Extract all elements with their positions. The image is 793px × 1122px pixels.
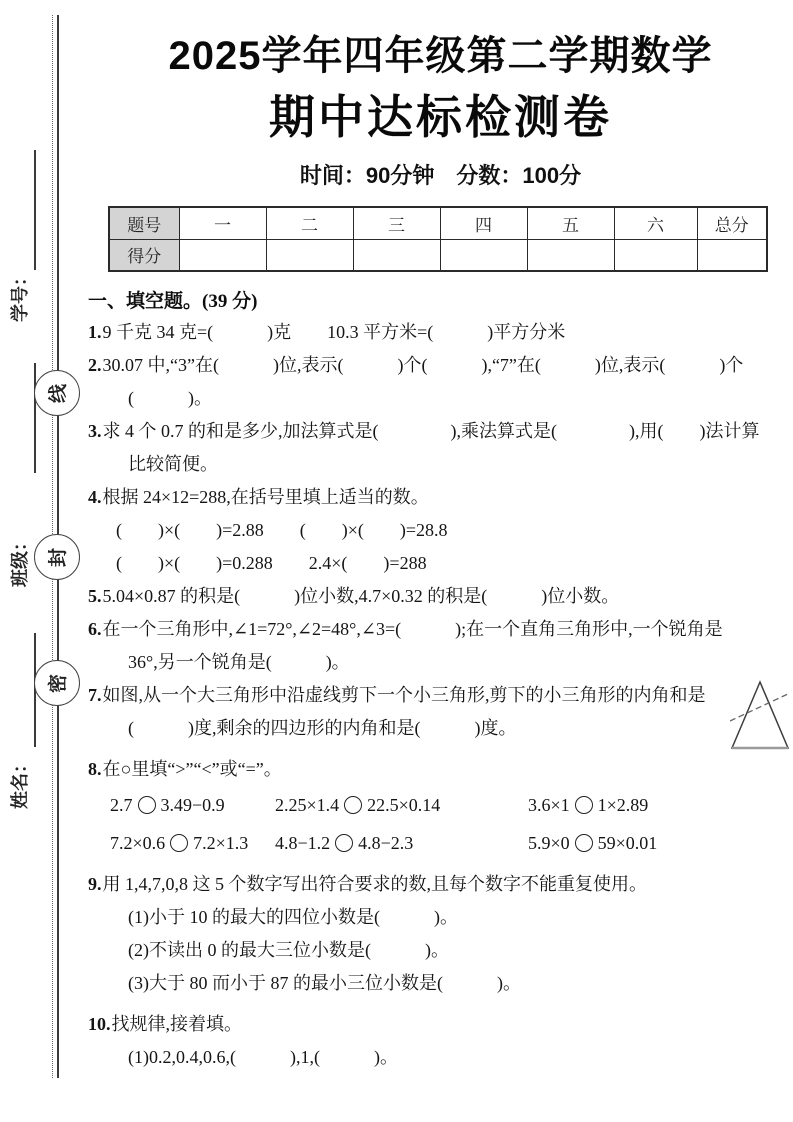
question-2-cont: ( )。 bbox=[128, 388, 212, 408]
question-7-number: 7. bbox=[88, 685, 102, 705]
comparison-2 bbox=[275, 786, 528, 824]
question-3-text: 求 4 个 0.7 的和是多少,加法算式是( ),乘法算式是( ),用( )法计算 bbox=[102, 421, 760, 441]
question-9-text: 用 1,4,7,0,8 这 5 个数字写出符合要求的数,且每个数字不能重复使用。 bbox=[102, 874, 647, 894]
score-table-col-4: 四 bbox=[440, 207, 527, 239]
score-table-col-2: 二 bbox=[266, 207, 353, 239]
comparison-1-circle bbox=[138, 796, 156, 814]
comparison-4-circle bbox=[170, 834, 188, 852]
question-4-sub-line-1: ( )×( )=2.88 ( )×( )=28.8 bbox=[116, 520, 448, 540]
score-table-col-5: 五 bbox=[527, 207, 614, 239]
comparison-6 bbox=[528, 824, 793, 862]
question-1 bbox=[88, 316, 793, 349]
score-cell-5 bbox=[527, 239, 614, 271]
question-8-row-2 bbox=[110, 824, 793, 862]
question-3 bbox=[88, 415, 793, 448]
question-8-number: 8. bbox=[88, 759, 102, 779]
question-7-cont: ( )度,剩余的四边形的内角和是( )度。 bbox=[128, 718, 517, 738]
question-3-number: 3. bbox=[88, 421, 102, 441]
question-6 bbox=[88, 613, 793, 646]
score-cell-1 bbox=[179, 239, 266, 271]
question-6-text: 在一个三角形中,∠1=72°,∠2=48°,∠3=( );在一个直角三角形中,一个锐角是 bbox=[102, 619, 723, 639]
seal-circle-feng bbox=[34, 534, 80, 580]
score-table-score-label: 得分 bbox=[109, 239, 179, 271]
comparison-4 bbox=[110, 824, 275, 862]
question-9-item-2: (2)不读出 0 的最大三位小数是( )。 bbox=[128, 940, 449, 960]
comparison-1 bbox=[110, 786, 275, 824]
question-8 bbox=[88, 753, 793, 786]
comparison-4-left: 7.2×0.6 bbox=[110, 833, 166, 853]
question-9 bbox=[88, 868, 793, 901]
question-9-number: 9. bbox=[88, 874, 102, 894]
question-4-text: 根据 24×12=288,在括号里填上适当的数。 bbox=[102, 487, 429, 507]
score-table-header-row bbox=[109, 207, 767, 239]
question-4 bbox=[88, 481, 793, 514]
question-8-row-1 bbox=[110, 786, 793, 824]
question-5-text: 5.04×0.87 的积是( )位小数,4.7×0.32 的积是( )位小数。 bbox=[102, 586, 620, 606]
question-9-item-3: (3)大于 80 而小于 87 的最小三位小数是( )。 bbox=[128, 973, 521, 993]
triangle-outline bbox=[732, 682, 788, 748]
question-5-number: 5. bbox=[88, 586, 102, 606]
exam-content bbox=[88, 0, 793, 1074]
comparison-6-circle bbox=[575, 834, 593, 852]
question-1-text: 9 千克 34 克=( )克 10.3 平方米=( )平方分米 bbox=[102, 322, 566, 342]
exam-title-line2: 期中达标检测卷 bbox=[269, 91, 612, 143]
score-cell-4 bbox=[440, 239, 527, 271]
score-cell-2 bbox=[266, 239, 353, 271]
class-blank-line bbox=[34, 363, 36, 473]
comparison-4-right: 7.2×1.3 bbox=[193, 833, 249, 853]
question-10-text: 找规律,接着填。 bbox=[111, 1014, 242, 1034]
score-table-col-total: 总分 bbox=[697, 207, 767, 239]
dashed-cut-line bbox=[730, 693, 790, 721]
comparison-6-left: 5.9×0 bbox=[528, 833, 570, 853]
section-heading: 一、填空题。(39 分) bbox=[88, 291, 258, 312]
score-table-col-6: 六 bbox=[614, 207, 697, 239]
question-7 bbox=[88, 679, 793, 712]
question-6-cont: 36°,另一个锐角是( )。 bbox=[128, 652, 350, 672]
comparison-2-left: 2.25×1.4 bbox=[275, 795, 340, 815]
triangle-figure bbox=[730, 676, 790, 754]
comparison-1-right: 3.49−0.9 bbox=[160, 795, 225, 815]
seal-char-feng: 封 bbox=[48, 547, 70, 567]
comparison-2-right: 22.5×0.14 bbox=[367, 795, 441, 815]
comparison-3 bbox=[528, 786, 793, 824]
student-id-blank-line bbox=[34, 150, 36, 270]
comparison-1-left: 2.7 bbox=[110, 795, 133, 815]
class-label: 班级： bbox=[10, 533, 30, 587]
question-3-cont: 比较简便。 bbox=[128, 454, 218, 474]
question-2-number: 2. bbox=[88, 355, 102, 375]
question-5 bbox=[88, 580, 793, 613]
score-table-question-label: 题号 bbox=[109, 207, 179, 239]
question-10-number: 10. bbox=[88, 1014, 111, 1034]
score-cell-total bbox=[697, 239, 767, 271]
score-table-score-row bbox=[109, 239, 767, 271]
question-2 bbox=[88, 349, 793, 382]
score-cell-3 bbox=[353, 239, 440, 271]
comparison-3-right: 1×2.89 bbox=[597, 795, 649, 815]
comparison-3-left: 3.6×1 bbox=[528, 795, 570, 815]
question-9-item-1: (1)小于 10 的最大的四位小数是( )。 bbox=[128, 907, 458, 927]
comparison-5-right: 4.8−2.3 bbox=[358, 833, 414, 853]
score-cell-6 bbox=[614, 239, 697, 271]
question-10 bbox=[88, 1008, 793, 1041]
seal-char-mi: 密 bbox=[48, 673, 70, 693]
comparison-3-circle bbox=[575, 796, 593, 814]
comparison-6-right: 59×0.01 bbox=[597, 833, 658, 853]
comparison-5-circle bbox=[335, 834, 353, 852]
seal-circle-xian bbox=[34, 370, 80, 416]
question-8-text: 在○里填“>”“<”或“=”。 bbox=[102, 759, 282, 779]
name-label: 姓名： bbox=[10, 755, 30, 809]
comparison-5 bbox=[275, 824, 528, 862]
question-4-sub-line-2: ( )×( )=0.288 2.4×( )=288 bbox=[116, 553, 427, 573]
seal-circle-mi bbox=[34, 660, 80, 706]
question-7-text: 如图,从一个大三角形中沿虚线剪下一个小三角形,剪下的小三角形的内角和是 bbox=[102, 685, 706, 705]
student-id-label: 学号： bbox=[10, 268, 30, 322]
exam-time-score-info: 时间：90分钟 分数：100分 bbox=[299, 163, 582, 188]
question-1-number: 1. bbox=[88, 322, 102, 342]
score-table-col-3: 三 bbox=[353, 207, 440, 239]
comparison-2-circle bbox=[344, 796, 362, 814]
question-2-text: 30.07 中,“3”在( )位,表示( )个( ),“7”在( )位,表示( )个 bbox=[102, 355, 744, 375]
exam-title-line1: 2025学年四年级第二学期数学 bbox=[168, 34, 713, 78]
seal-char-xian: 线 bbox=[48, 383, 70, 403]
score-table bbox=[108, 206, 768, 272]
question-6-number: 6. bbox=[88, 619, 102, 639]
score-table-col-1: 一 bbox=[179, 207, 266, 239]
question-4-number: 4. bbox=[88, 487, 102, 507]
comparison-5-left: 4.8−1.2 bbox=[275, 833, 331, 853]
question-10-item-1: (1)0.2,0.4,0.6,( ),1,( )。 bbox=[128, 1047, 398, 1067]
